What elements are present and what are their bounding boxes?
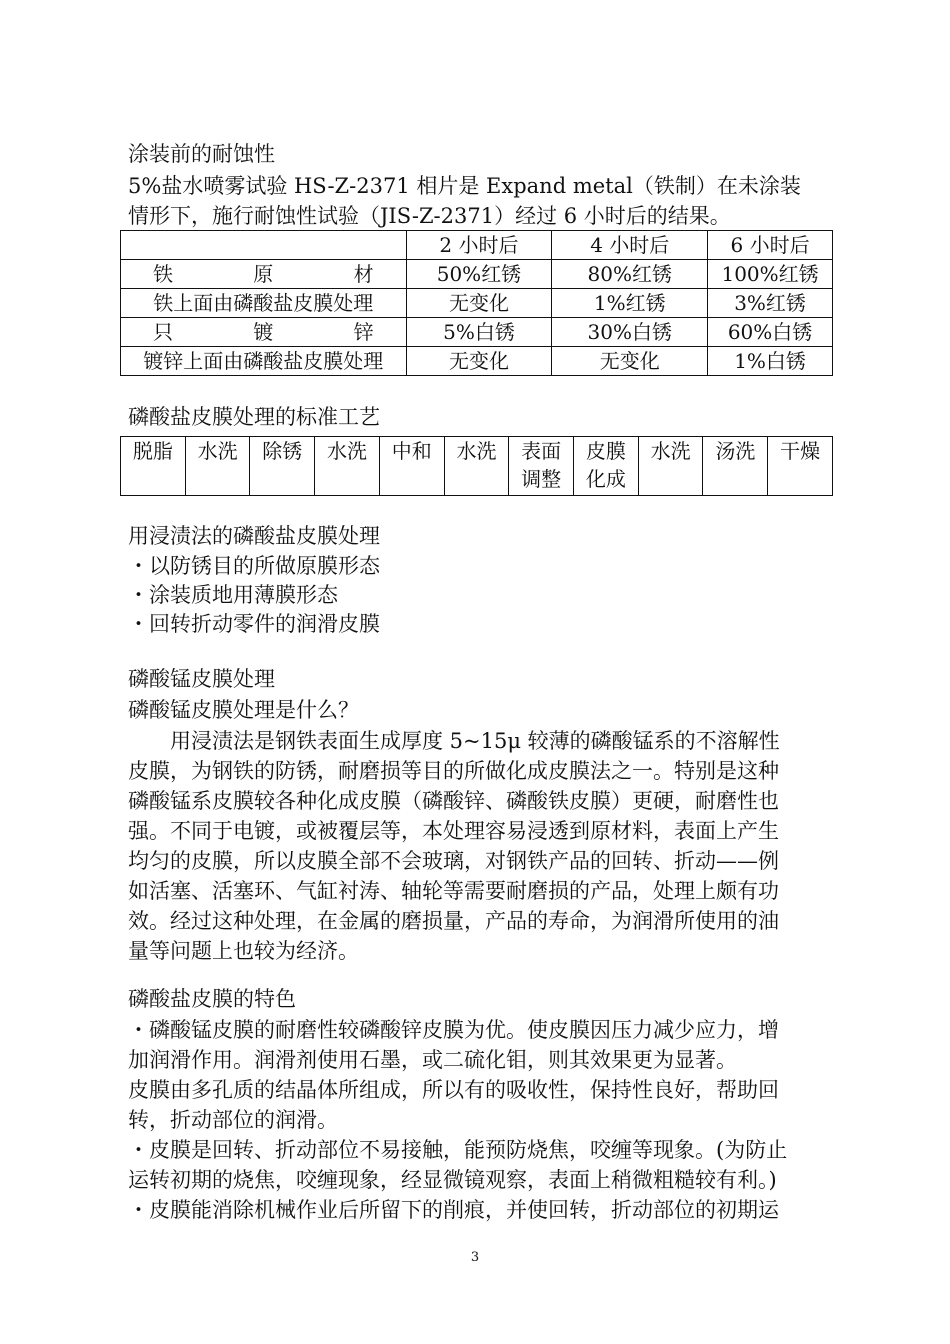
table-row-label: 铁上面由磷酸盐皮膜处理	[121, 289, 407, 318]
table-cell: 1%红锈	[552, 289, 708, 318]
paragraph-line: 如活塞、活塞环、气缸衬涛、轴轮等需要耐磨损的产品，处理上颇有功	[128, 879, 779, 903]
section-title-manganese: 磷酸锰皮膜处理	[128, 667, 275, 691]
process-step: 水洗	[638, 437, 703, 496]
table-cell: 60%白锈	[708, 318, 833, 347]
paragraph-line: 皮膜，为钢铁的防锈，耐磨损等目的所做化成皮膜法之一。特别是这种	[128, 759, 779, 783]
table-cell: 5%白锈	[406, 318, 552, 347]
page-number: 3	[470, 1250, 480, 1265]
table-row-label: 镀锌上面由磷酸盐皮膜处理	[121, 347, 407, 376]
paragraph-line: 量等问题上也较为经济。	[128, 939, 359, 963]
table-cell: 80%红锈	[552, 260, 708, 289]
paragraph-line: ・皮膜能消除机械作业后所留下的削痕，并使回转，折动部位的初期运	[128, 1198, 779, 1222]
bullet-item: ・涂装质地用薄膜形态	[128, 583, 338, 607]
table-cell: 无变化	[406, 289, 552, 318]
process-step: 水洗	[185, 437, 250, 496]
section-title-process: 磷酸盐皮膜处理的标准工艺	[128, 405, 380, 429]
paragraph-line: 运转初期的烧焦，咬缠现象，经显微镜观察，表面上稍微粗糙较有利。)	[128, 1168, 777, 1192]
subsection-title: 磷酸锰皮膜处理是什么？	[128, 698, 359, 722]
paragraph-line: ・磷酸锰皮膜的耐磨性较磷酸锌皮膜为优。使皮膜因压力减少应力，增	[128, 1018, 779, 1042]
process-step: 水洗	[444, 437, 509, 496]
table-row	[121, 260, 833, 289]
table-cell: 50%红锈	[406, 260, 552, 289]
table-row	[121, 437, 833, 496]
table-cell: 3%红锈	[708, 289, 833, 318]
paragraph-line: 转，折动部位的润滑。	[128, 1108, 338, 1132]
paragraph-line: 5%盐水喷雾试验 HS-Z-2371 相片是 Expand metal（铁制）在未涂装	[128, 174, 801, 198]
bullet-item: ・以防锈目的所做原膜形态	[128, 554, 380, 578]
section-title-features: 磷酸盐皮膜的特色	[128, 987, 296, 1011]
process-step: 中和	[379, 437, 444, 496]
process-step: 汤洗	[703, 437, 768, 496]
section-title-immersion: 用浸渍法的磷酸盐皮膜处理	[128, 524, 380, 548]
process-step: 皮膜 化成	[574, 437, 639, 496]
process-step: 水洗	[315, 437, 380, 496]
paragraph-line: 强。不同于电镀，或被覆层等，本处理容易浸透到原材料，表面上产生	[128, 819, 779, 843]
table-cell: 30%白锈	[552, 318, 708, 347]
table-row	[121, 289, 833, 318]
table-cell: 6 小时后	[708, 231, 833, 260]
paragraph-line: 磷酸锰系皮膜较各种化成皮膜（磷酸锌、磷酸铁皮膜）更硬，耐磨性也	[128, 789, 779, 813]
process-step: 脱脂	[121, 437, 186, 496]
table-cell	[121, 231, 407, 260]
process-step: 干燥	[768, 437, 833, 496]
process-step: 除锈	[250, 437, 315, 496]
process-steps-table	[120, 436, 833, 496]
table-cell: 1%白锈	[708, 347, 833, 376]
table-cell: 无变化	[406, 347, 552, 376]
table-row-label: 铁原材	[121, 260, 407, 289]
section-title-corrosion: 涂装前的耐蚀性	[128, 142, 275, 166]
paragraph-line: 加润滑作用。润滑剂使用石墨，或二硫化钼，则其效果更为显著。	[128, 1048, 737, 1072]
paragraph-line: 用浸渍法是钢铁表面生成厚度 5~15μ 较薄的磷酸锰系的不溶解性	[128, 729, 780, 753]
table-header-row	[121, 231, 833, 260]
table-cell: 2 小时后	[406, 231, 552, 260]
table-row-label: 只镀锌	[121, 318, 407, 347]
table-cell: 100%红锈	[708, 260, 833, 289]
paragraph-line: 情形下，施行耐蚀性试验（JIS-Z-2371）经过 6 小时后的结果。	[128, 204, 731, 228]
table-row	[121, 347, 833, 376]
table-cell: 4 小时后	[552, 231, 708, 260]
corrosion-results-table	[120, 230, 833, 376]
paragraph-line: 均匀的皮膜，所以皮膜全部不会玻璃，对钢铁产品的回转、折动——例	[128, 849, 779, 873]
paragraph-line: 皮膜由多孔质的结晶体所组成，所以有的吸收性，保持性良好，帮助回	[128, 1078, 779, 1102]
paragraph-line: 效。经过这种处理，在金属的磨损量，产品的寿命，为润滑所使用的油	[128, 909, 779, 933]
bullet-item: ・回转折动零件的润滑皮膜	[128, 612, 380, 636]
paragraph-line: ・皮膜是回转、折动部位不易接触，能预防烧焦，咬缠等现象。(为防止	[128, 1138, 788, 1162]
process-step: 表面 调整	[509, 437, 574, 496]
table-cell: 无变化	[552, 347, 708, 376]
table-row	[121, 318, 833, 347]
